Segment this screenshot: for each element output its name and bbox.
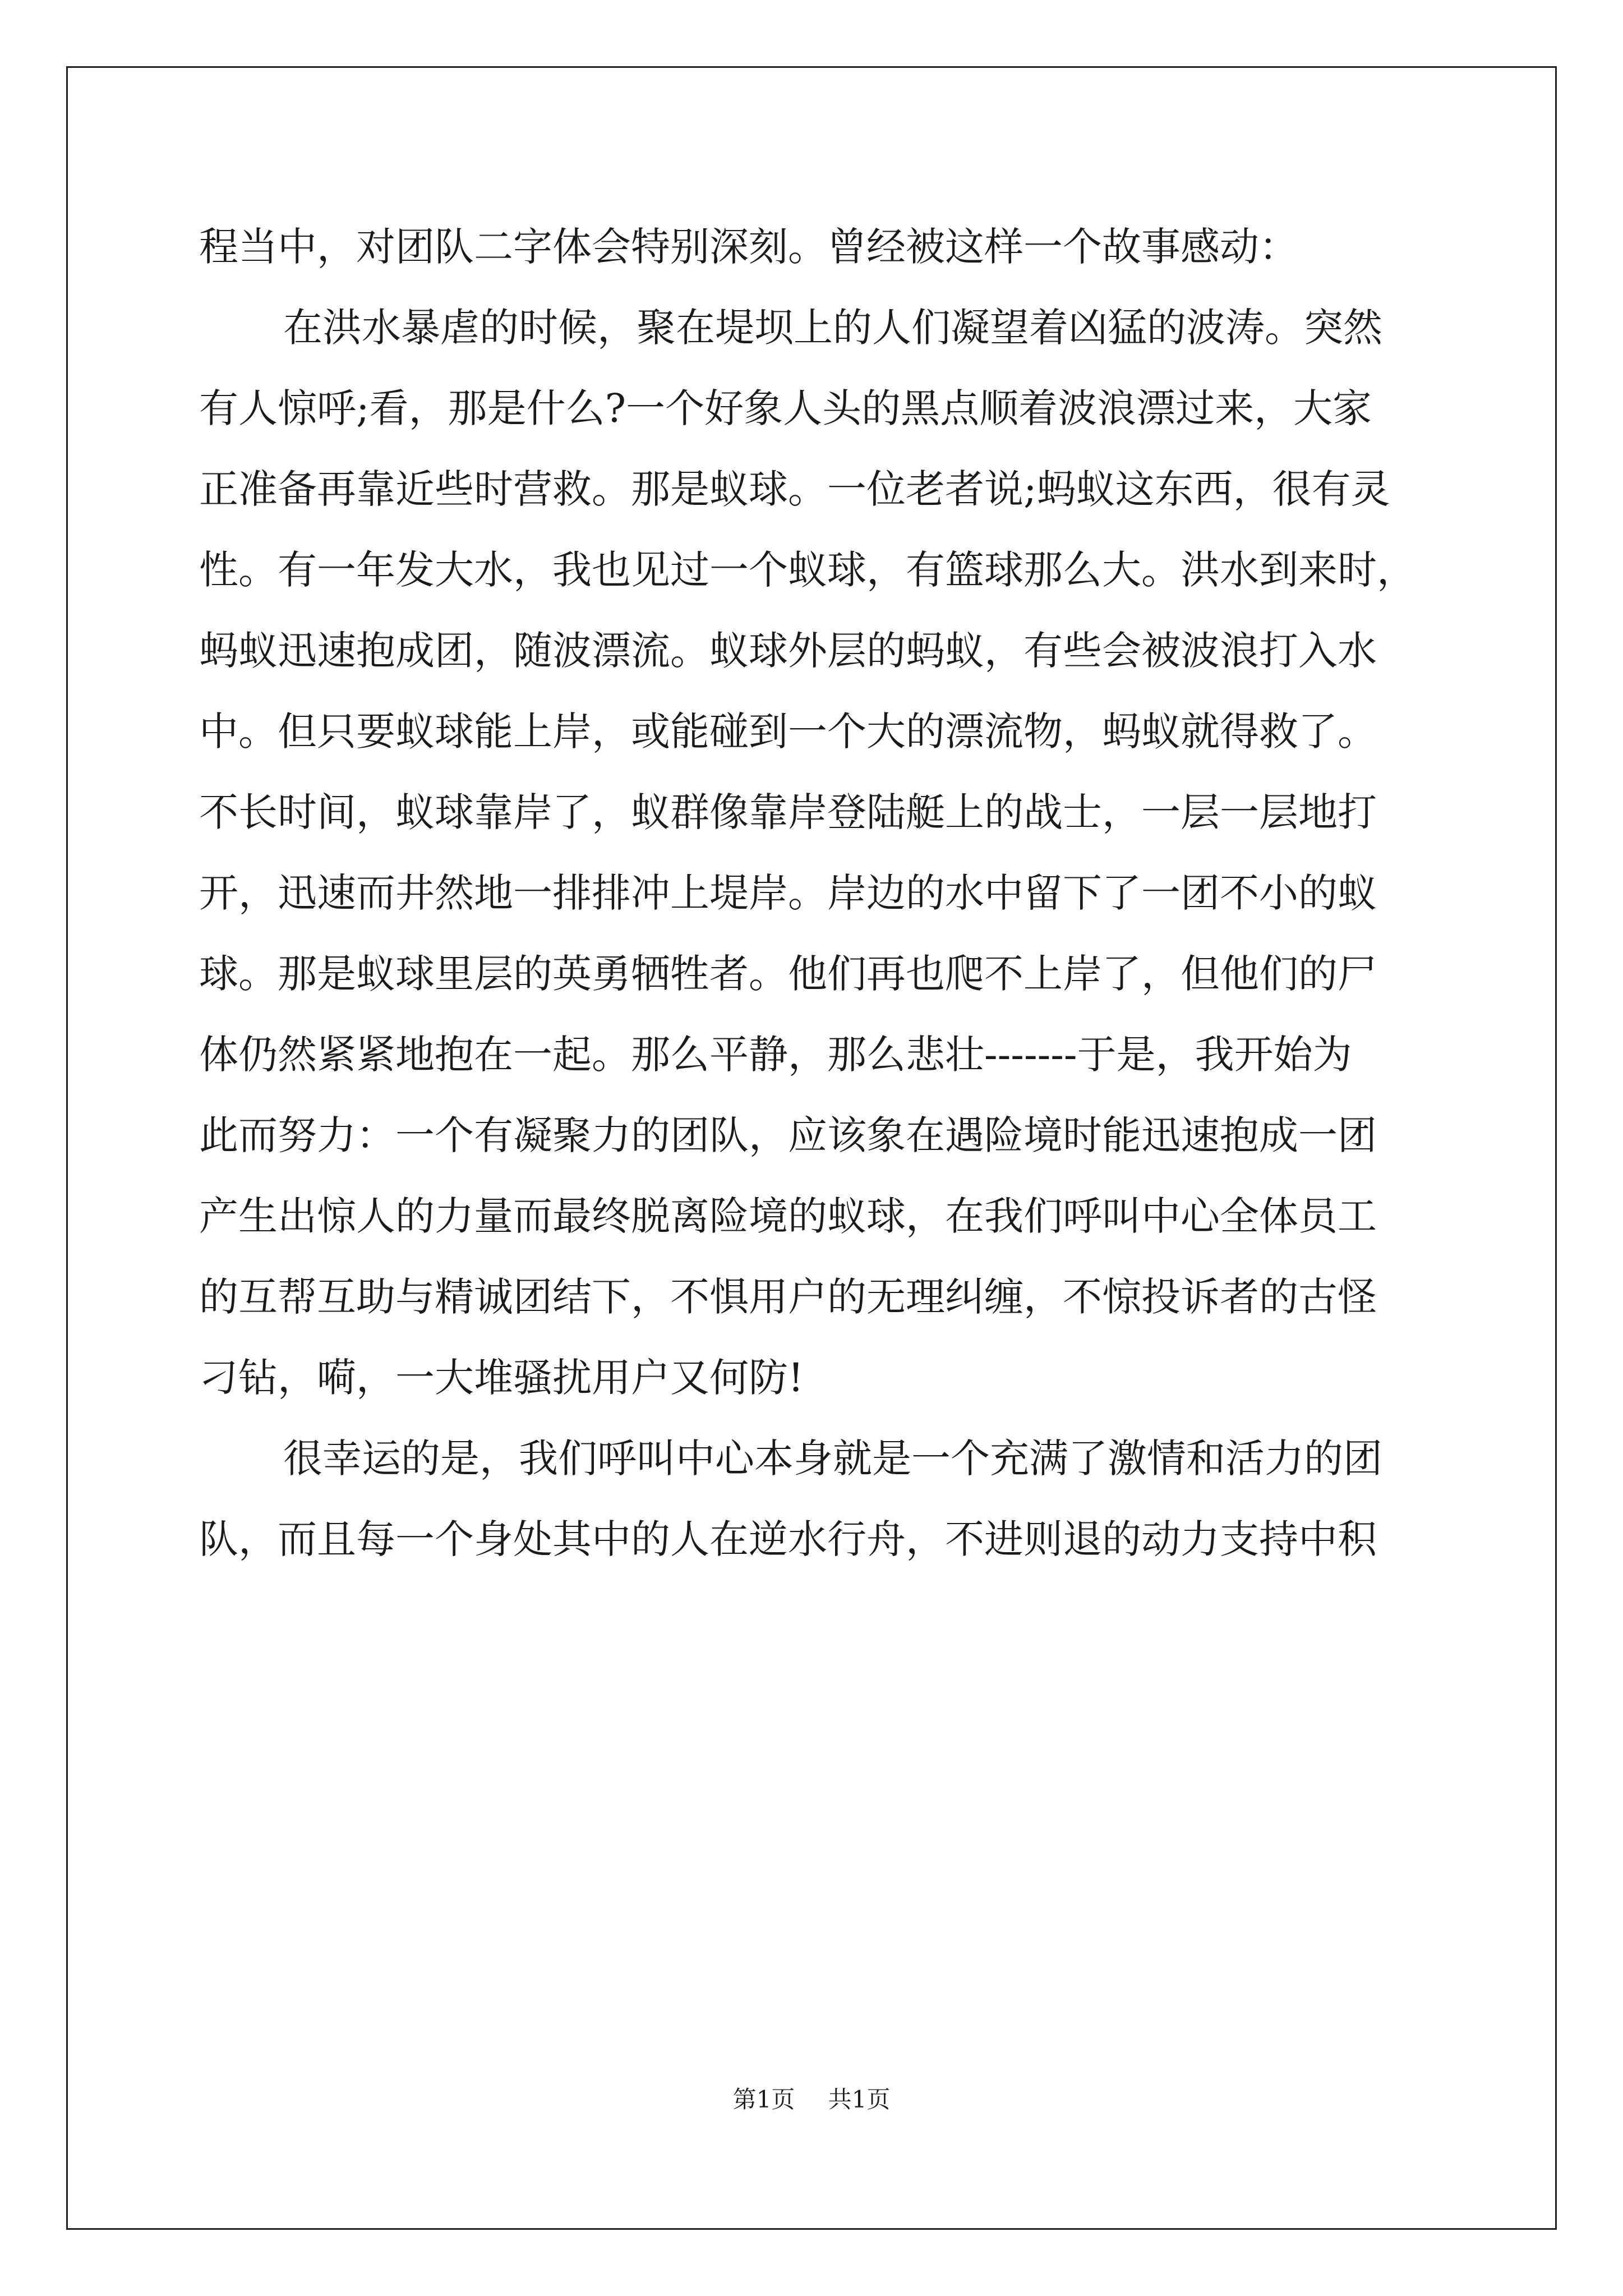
text-line: 刁钻，嗬，一大堆骚扰用户又何防! — [199, 1355, 804, 1401]
text-line: 有人惊呼;看，那是什么?一个好象人头的黑点顺着波浪漂过来，大家 — [199, 385, 1372, 431]
text-line: 很幸运的是，我们呼叫中心本身就是一个充满了激情和活力的团 — [283, 1435, 1382, 1481]
text-line: 体仍然紧紧地抱在一起。那么平静，那么悲壮-------于是，我开始为 — [199, 1032, 1352, 1078]
text-line: 正准备再靠近些时营救。那是蚁球。一位老者说;蚂蚁这东西，很有灵 — [199, 466, 1390, 512]
text-line: 队，而且每一个身处其中的人在逆水行舟，不进则退的动力支持中积 — [199, 1516, 1377, 1562]
text-line: 球。那是蚁球里层的英勇牺牲者。他们再也爬不上岸了，但他们的尸 — [199, 951, 1377, 997]
text-line: 产生出惊人的力量而最终脱离险境的蚁球，在我们呼叫中心全体员工 — [199, 1193, 1377, 1239]
text-line: 不长时间，蚁球靠岸了，蚁群像靠岸登陆艇上的战士，一层一层地打 — [199, 789, 1377, 835]
page-total: 共1页 — [828, 2086, 891, 2113]
text-line: 此而努力：一个有凝聚力的团队，应该象在遇险境时能迅速抱成一团 — [199, 1112, 1377, 1158]
text-line: 程当中，对团队二字体会特别深刻。曾经被这样一个故事感动： — [199, 224, 1298, 270]
text-line: 的互帮互助与精诚团结下，不惧用户的无理纠缠，不惊投诉者的古怪 — [199, 1274, 1377, 1320]
text-line: 中。但只要蚁球能上岸，或能碰到一个大的漂流物，蚂蚁就得救了。 — [199, 708, 1377, 754]
text-line: 性。有一年发大水，我也见过一个蚁球，有篮球那么大。洪水到来时， — [199, 547, 1416, 593]
text-line: 蚂蚁迅速抱成团，随波漂流。蚁球外层的蚂蚁，有些会被波浪打入水 — [199, 628, 1377, 674]
page-footer — [0, 2081, 1623, 2115]
text-line: 在洪水暴虐的时候，聚在堤坝上的人们凝望着凶猛的波涛。突然 — [283, 305, 1382, 351]
page-number: 第1页 — [732, 2086, 795, 2113]
document-body — [199, 216, 1450, 1589]
text-line: 开，迅速而井然地一排排冲上堤岸。岸边的水中留下了一团不小的蚁 — [199, 870, 1377, 916]
